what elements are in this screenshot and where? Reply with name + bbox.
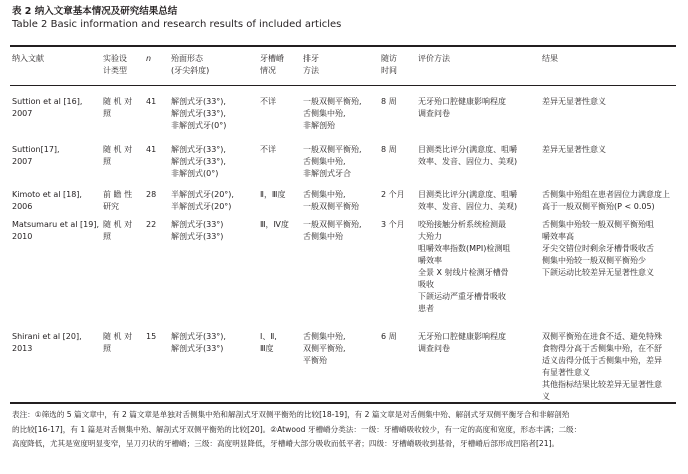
cell-n: 41 xyxy=(146,97,157,106)
header-occlusion: 殆面形态 (牙尖斜度) xyxy=(171,54,210,75)
cell-design: 前 瞻 性 研究 xyxy=(103,190,133,211)
table-title-zh: 表 2 纳入文章基本情况及研究结果总结 xyxy=(12,6,178,17)
cell-followup: 8 周 xyxy=(381,145,397,154)
cell-results: 舌侧集中殆较一般双侧平衡殆咀 嚼效率高 牙尖交错位时剩余牙槽骨吸收舌 侧集中殆较一般双侧平衡殆少 下颌运动比较差异无显著性意义 xyxy=(542,220,654,277)
table-header-row xyxy=(10,47,676,91)
cell-followup: 3 个月 xyxy=(381,220,405,229)
cell-occlusion: 解剖式牙(33°), 解剖式牙(33°), 非解剖式(0°) xyxy=(171,145,226,178)
cell-article: Matsumaru et al [19], 2010 xyxy=(12,220,100,241)
cell-article: Shirani et al [20], 2013 xyxy=(12,332,82,353)
header-resorption: 牙槽嵴 情况 xyxy=(260,54,284,75)
header-article: 纳入文献 xyxy=(12,54,44,63)
table-title-en: Table 2 Basic information and research results of included articles xyxy=(12,19,342,30)
cell-evaluation: 目测类比评分(满意度、咀嚼 效率、发音、固位力、美观) xyxy=(418,145,518,166)
cell-n: 15 xyxy=(146,332,157,341)
cell-results: 差异无显著性意义 xyxy=(542,145,606,154)
cell-evaluation: 目测类比评分(满意度、咀嚼 效率、发音、固位力、美观) xyxy=(418,190,518,211)
footnote-line: 高度降低，尤其是宽度明显变窄，呈刀刃状的牙槽嵴；三级：高度明显降低，牙槽嵴大部分吸收而低平者；四级：牙槽嵴吸收到基骨，牙槽嵴后部形成凹陷者[21]。 xyxy=(12,439,560,448)
cell-design: 随 机 对 照 xyxy=(103,145,133,166)
cell-evaluation: 咬殆接触分析系统检测最 大殆力 咀嚼效率指数(MPI)检测咀 嚼效率 全景 X 射线片检测牙槽骨 吸收 下颌运动严重牙槽骨吸收 患者 xyxy=(418,220,511,313)
cell-followup: 8 周 xyxy=(381,97,397,106)
table-row-suttion-2007a xyxy=(10,91,676,139)
cell-n: 41 xyxy=(146,145,157,154)
cell-evaluation: 无牙殆口腔健康影响程度 调查问卷 xyxy=(418,97,506,118)
cell-arrangement: 一般双侧平衡殆, 舌侧集中殆 xyxy=(303,220,362,241)
footnote-line: 的比较[16-17]，有 1 篇是对舌侧集中殆、解剖式牙双侧平衡殆的比较[20]。②Atwood 牙槽嵴分类法：一级：牙槽嵴吸收较少，有一定的高度和宽度，形态丰满；二级： xyxy=(12,424,582,434)
cell-n: 28 xyxy=(146,190,157,199)
table-footnote xyxy=(12,408,676,452)
cell-resorption: 不详 xyxy=(260,97,276,106)
header-followup: 随访 时间 xyxy=(381,54,397,75)
cell-design: 随 机 对 照 xyxy=(103,97,133,118)
cell-occlusion: 解剖式牙(33°) 解剖式牙(33°) xyxy=(171,220,224,241)
cell-article: Suttion[17], 2007 xyxy=(12,145,60,166)
results-table xyxy=(10,47,676,403)
header-n: n xyxy=(146,54,152,63)
cell-occlusion: 解剖式牙(33°), 解剖式牙(33°) xyxy=(171,332,226,353)
cell-occlusion: 解剖式牙(33°), 解剖式牙(33°), 非解剖式牙(0°) xyxy=(171,97,227,130)
cell-design: 随 机 对 照 xyxy=(103,332,133,353)
cell-article: Kimoto et al [18], 2006 xyxy=(12,190,82,211)
table-row-shirani-2013 xyxy=(10,326,676,403)
header-results: 结果 xyxy=(542,54,558,63)
cell-results: 舌侧集中殆组在患者固位力满意度上 高于一般双侧平衡殆(P < 0.05) xyxy=(542,190,670,211)
cell-resorption: 不详 xyxy=(260,145,276,154)
header-arrangement: 排牙 方法 xyxy=(303,54,319,75)
footnote-line: 表注：①筛选的 5 篇文章中，有 2 篇文章是单独对舌侧集中殆和解剖式牙双侧平衡殆的比较[18-19]，有 2 篇文章是对舌侧集中殆、解剖式牙双侧平衡牙合和非解剖殆 xyxy=(12,410,570,419)
cell-occlusion: 半解剖式牙(20°), 半解剖式牙(20°) xyxy=(171,190,234,211)
cell-followup: 2 个月 xyxy=(381,190,405,199)
cell-arrangement: 一般双侧平衡殆, 舌侧集中殆, 非解剖式牙合 xyxy=(303,145,362,178)
cell-resorption: Ⅰ、Ⅱ, Ⅲ度 xyxy=(260,332,277,353)
cell-arrangement: 舌侧集中殆, 一般双侧平衡殆 xyxy=(303,190,359,211)
table-row-kimoto-2006 xyxy=(10,184,676,214)
cell-resorption: Ⅱ，Ⅲ度 xyxy=(260,190,286,199)
cell-results: 差异无显著性意义 xyxy=(542,97,606,106)
cell-evaluation: 无牙殆口腔健康影响程度 调查问卷 xyxy=(418,332,506,353)
cell-n: 22 xyxy=(146,220,157,229)
header-evaluation: 评价方法 xyxy=(418,54,450,63)
cell-arrangement: 舌侧集中殆, 双侧平衡殆, 平衡殆 xyxy=(303,332,346,365)
cell-article: Suttion et al [16], 2007 xyxy=(12,97,83,118)
cell-followup: 6 周 xyxy=(381,332,397,341)
table-row-matsumaru-2010 xyxy=(10,214,676,326)
table-row-suttion-2007b xyxy=(10,139,676,184)
cell-arrangement: 一般双侧平衡殆, 舌侧集中殆, 非解剖殆 xyxy=(303,97,362,130)
cell-design: 随 机 对 照 xyxy=(103,220,133,241)
cell-resorption: Ⅲ，Ⅳ度 xyxy=(260,220,289,229)
header-design: 实验设 计类型 xyxy=(103,54,127,75)
cell-results: 双侧平衡殆在进食不适、避免特殊 食物得分高于舌侧集中殆，在不舒 适义齿得分低于舌侧集中殆，差异 有显著性意义 其他指标结果比较差异无显著性意 义 xyxy=(542,332,662,401)
